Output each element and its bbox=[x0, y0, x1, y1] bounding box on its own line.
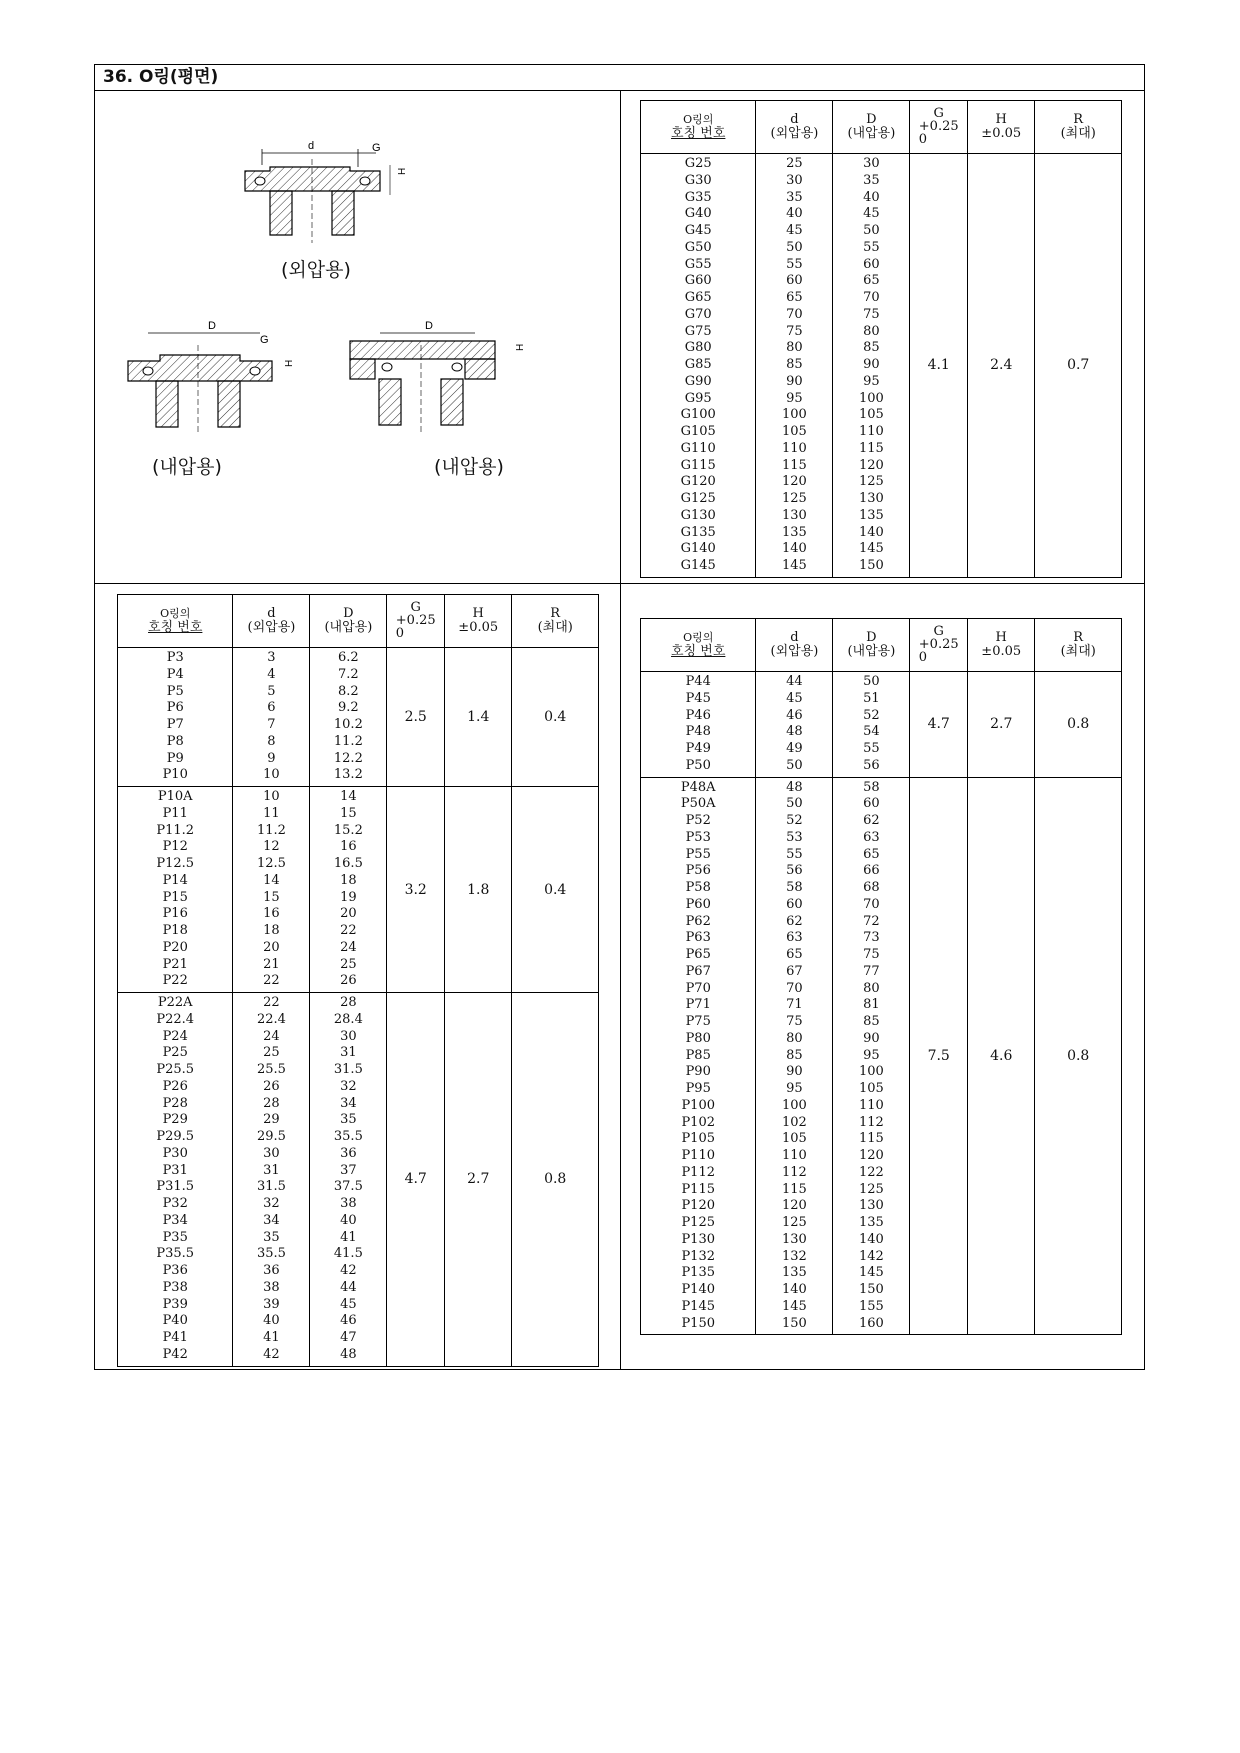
table-header-row bbox=[118, 595, 599, 648]
table-row-group bbox=[118, 993, 599, 1367]
header-G: G +0.25 0 bbox=[910, 619, 968, 672]
label-H3: H bbox=[515, 343, 526, 351]
table-row-group bbox=[118, 787, 599, 993]
header-d: d (외압용) bbox=[233, 595, 310, 648]
divider-vertical bbox=[620, 91, 621, 1369]
cell-d-values: 44 45 46 48 49 50 bbox=[756, 672, 833, 778]
header-D: D (내압용) bbox=[310, 595, 387, 648]
oring-inner-pressure-drawing-right bbox=[345, 315, 535, 440]
table-header-row bbox=[641, 101, 1122, 154]
cell-d-values: 48 50 52 53 55 56 58 60 62 63 65 67 70 71 75 80 85 90 95 100 102 105 110 112 115 120 125 130 132 135 140 145 150 bbox=[756, 777, 833, 1335]
header-H: H ±0.05 bbox=[968, 619, 1035, 672]
header-R: R (최대) bbox=[512, 595, 599, 648]
cell-D-values: 58 60 62 63 65 66 68 70 72 73 75 77 80 81 85 90 95 100 105 110 112 115 120 122 125 130 135 140 142 145 150 155 160 bbox=[833, 777, 910, 1335]
table-row-group bbox=[641, 672, 1122, 778]
cell-R: 0.4 bbox=[512, 648, 599, 787]
cell-names: P10A P11 P11.2 P12 P12.5 P14 P15 P16 P18 P20 P21 P22 bbox=[118, 787, 233, 993]
table-row-group bbox=[118, 648, 599, 787]
label-D3: D bbox=[425, 320, 433, 332]
caption-outer: (외압용) bbox=[281, 259, 351, 281]
p-large-table bbox=[640, 618, 1122, 1335]
cell-names: P3 P4 P5 P6 P7 P8 P9 P10 bbox=[118, 648, 233, 787]
cell-names: P48A P50A P52 P53 P55 P56 P58 P60 P62 P63 P65 P67 P70 P71 P75 P80 P85 P90 P95 P100 P102 P105 P110 P112 P115 P120 P125 P130 P132 P135 P140 P145 P150 bbox=[641, 777, 756, 1335]
header-D: D (내압용) bbox=[833, 101, 910, 154]
g-series-table bbox=[640, 100, 1122, 578]
cell-D-values: 50 51 52 54 55 56 bbox=[833, 672, 910, 778]
table-row-group bbox=[641, 777, 1122, 1335]
cell-G: 3.2 bbox=[387, 787, 445, 993]
header-G: G +0.25 0 bbox=[387, 595, 445, 648]
cell-names: P44 P45 P46 P48 P49 P50 bbox=[641, 672, 756, 778]
cell-names: P22A P22.4 P24 P25 P25.5 P26 P28 P29 P29.5 P30 P31 P31.5 P32 P34 P35 P35.5 P36 P38 P39 P40 P41 P42 bbox=[118, 993, 233, 1367]
caption-inner-left: (내압용) bbox=[152, 456, 222, 478]
cell-D-values: 14 15 15.2 16 16.5 18 19 20 22 24 25 26 bbox=[310, 787, 387, 993]
cell-G: 4.7 bbox=[910, 672, 968, 778]
header-G: G +0.25 0 bbox=[910, 101, 968, 154]
cell-R: 0.7 bbox=[1067, 357, 1090, 374]
cell-D-values: 28 28.4 30 31 31.5 32 34 35 35.5 36 37 37.5 38 40 41 41.5 42 44 45 46 47 48 bbox=[310, 993, 387, 1367]
header-D: D (내압용) bbox=[833, 619, 910, 672]
cell-G: 4.1 bbox=[910, 154, 968, 578]
oring-outer-pressure-drawing bbox=[240, 135, 420, 255]
cell-R: 0.8 bbox=[1035, 672, 1122, 778]
cell-D-values: 6.2 7.2 8.2 9.2 10.2 11.2 12.2 13.2 bbox=[310, 648, 387, 787]
cell-d-values: 10 11 11.2 12 12.5 14 15 16 18 20 21 22 bbox=[233, 787, 310, 993]
cell-d-values: 3 4 5 6 7 8 9 10 bbox=[233, 648, 310, 787]
divider-horizontal bbox=[95, 583, 1144, 584]
table-row-group bbox=[641, 154, 1122, 578]
header-name: O링의 호칭 번호 bbox=[641, 619, 756, 672]
label-D: D bbox=[208, 320, 216, 332]
header-R: R (최대) bbox=[1035, 619, 1122, 672]
cell-H: 2.7 bbox=[968, 672, 1035, 778]
document-frame bbox=[94, 64, 1145, 1370]
cell-H: 2.4 bbox=[968, 154, 1035, 578]
label-G: G bbox=[372, 142, 381, 154]
page-title: 36. O링(평면) bbox=[95, 65, 1144, 91]
label-H: H bbox=[397, 167, 408, 175]
cell-D-values: 30 35 40 45 50 55 60 65 70 75 80 85 90 95 100 105 110 115 120 125 130 135 140 145 150 bbox=[833, 154, 910, 578]
oring-inner-pressure-drawing-left bbox=[120, 315, 300, 440]
cell-H: 1.8 bbox=[445, 787, 512, 993]
header-H: H ±0.05 bbox=[445, 595, 512, 648]
table-header-row bbox=[641, 619, 1122, 672]
header-R: R (최대) bbox=[1035, 101, 1122, 154]
cell-H: 4.6 bbox=[968, 777, 1035, 1335]
label-G2: G bbox=[260, 334, 269, 346]
p-small-table bbox=[117, 594, 599, 1367]
label-d: d bbox=[308, 140, 315, 152]
cell-R: 0.8 bbox=[544, 1171, 567, 1188]
header-d: d (외압용) bbox=[756, 101, 833, 154]
cell-G: 4.7 bbox=[387, 993, 445, 1367]
cell-d-values: 22 22.4 24 25 25.5 26 28 29 29.5 30 31 31.5 32 34 35 35.5 36 38 39 40 41 42 bbox=[233, 993, 310, 1367]
cell-H: 2.7 bbox=[445, 993, 512, 1367]
cell-G: 2.5 bbox=[387, 648, 445, 787]
header-name: O링의 호칭 번호 bbox=[641, 101, 756, 154]
cell-d-values: 25 30 35 40 45 50 55 60 65 70 75 80 85 90 95 100 105 110 115 120 125 130 135 140 145 bbox=[756, 154, 833, 578]
cell-G: 7.5 bbox=[910, 777, 968, 1335]
label-H2: H bbox=[284, 359, 295, 367]
cell-R: 0.8 bbox=[1067, 1047, 1090, 1064]
header-name: O링의 호칭 번호 bbox=[118, 595, 233, 648]
header-d: d (외압용) bbox=[756, 619, 833, 672]
cell-names: G25 G30 G35 G40 G45 G50 G55 G60 G65 G70 G75 G80 G85 G90 G95 G100 G105 G110 G115 G120 G125 G130 G135 G140 G145 bbox=[641, 154, 756, 578]
header-H: H ±0.05 bbox=[968, 101, 1035, 154]
cell-R: 0.4 bbox=[512, 787, 599, 993]
cell-H: 1.4 bbox=[445, 648, 512, 787]
caption-inner-right: (내압용) bbox=[434, 456, 504, 478]
